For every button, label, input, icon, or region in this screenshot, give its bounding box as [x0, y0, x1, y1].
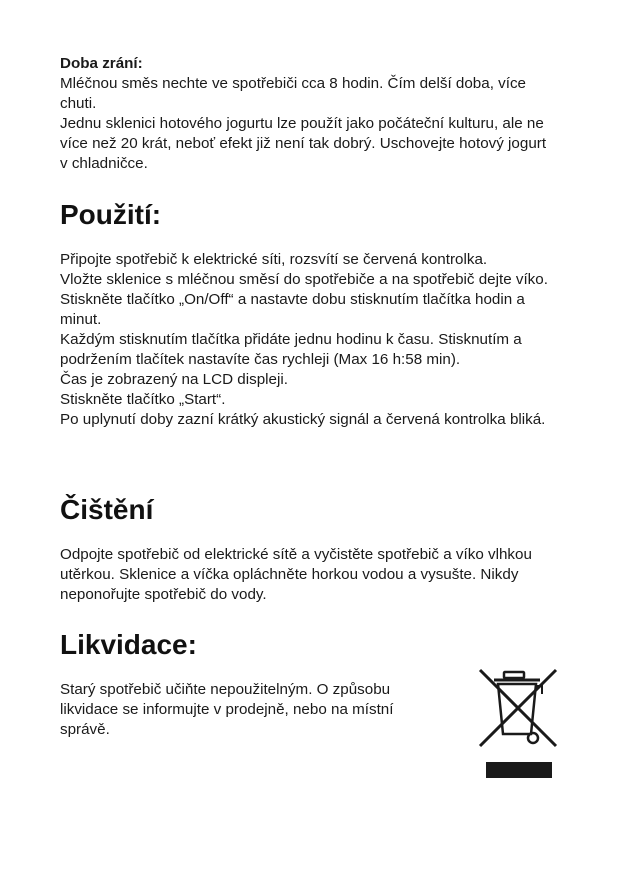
disposal-section: [60, 680, 432, 740]
usage-line-4: Každým stisknutím tlačítka přidáte jednu hodinu k času. Stisknutím a podržením tlačítek nastavíte čas rychleji (Max 16 h:58 min).: [60, 331, 522, 368]
ripening-label: Doba zrání:: [60, 55, 143, 72]
usage-line-3: Stiskněte tlačítko „On/Off“ a nastavte dobu stisknutím tlačítka hodin a minut.: [60, 291, 525, 328]
disposal-heading: Likvidace:: [60, 629, 197, 660]
ripening-section: [60, 54, 570, 174]
usage-line-7: Po uplynutí doby zazní krátký akustický signál a červená kontrolka bliká.: [60, 411, 546, 428]
ripening-line-1: Mléčnou směs nechte ve spotřebiči cca 8 hodin. Čím delší doba, více chuti.: [60, 75, 526, 112]
usage-line-5: Čas je zobrazený na LCD displeji.: [60, 371, 288, 388]
crossed-out-wheelie-bin-icon: [476, 664, 562, 780]
usage-line-2: Vložte sklenice s mléčnou směsí do spotřebiče a na spotřebič dejte víko.: [60, 271, 548, 288]
cleaning-heading: Čištění: [60, 494, 154, 525]
usage-line-1: Připojte spotřebič k elektrické síti, rozsvítí se červená kontrolka.: [60, 251, 488, 268]
ripening-line-2: Jednu sklenici hotového jogurtu lze použít jako počáteční kulturu, ale ne více než 20 krát, neboť efekt již není tak dobrý. Uschovejte hotový jogurt v chladničce.: [60, 115, 547, 172]
disposal-text: Starý spotřebič učiňte nepoužitelným. O způsobu likvidace se informujte v prodejně, nebo na místní správě.: [60, 681, 394, 738]
usage-section: [60, 250, 565, 430]
cleaning-section: [60, 545, 540, 605]
usage-heading: Použití:: [60, 199, 162, 230]
cleaning-text: Odpojte spotřebič od elektrické sítě a vyčistěte spotřebič a víko vlhkou utěrkou. Sklenice a víčka opláchněte horkou vodou a vysušte. Nikdy neponořujte spotřebič do vody.: [60, 546, 532, 603]
usage-line-6: Stiskněte tlačítko „Start“.: [60, 391, 226, 408]
